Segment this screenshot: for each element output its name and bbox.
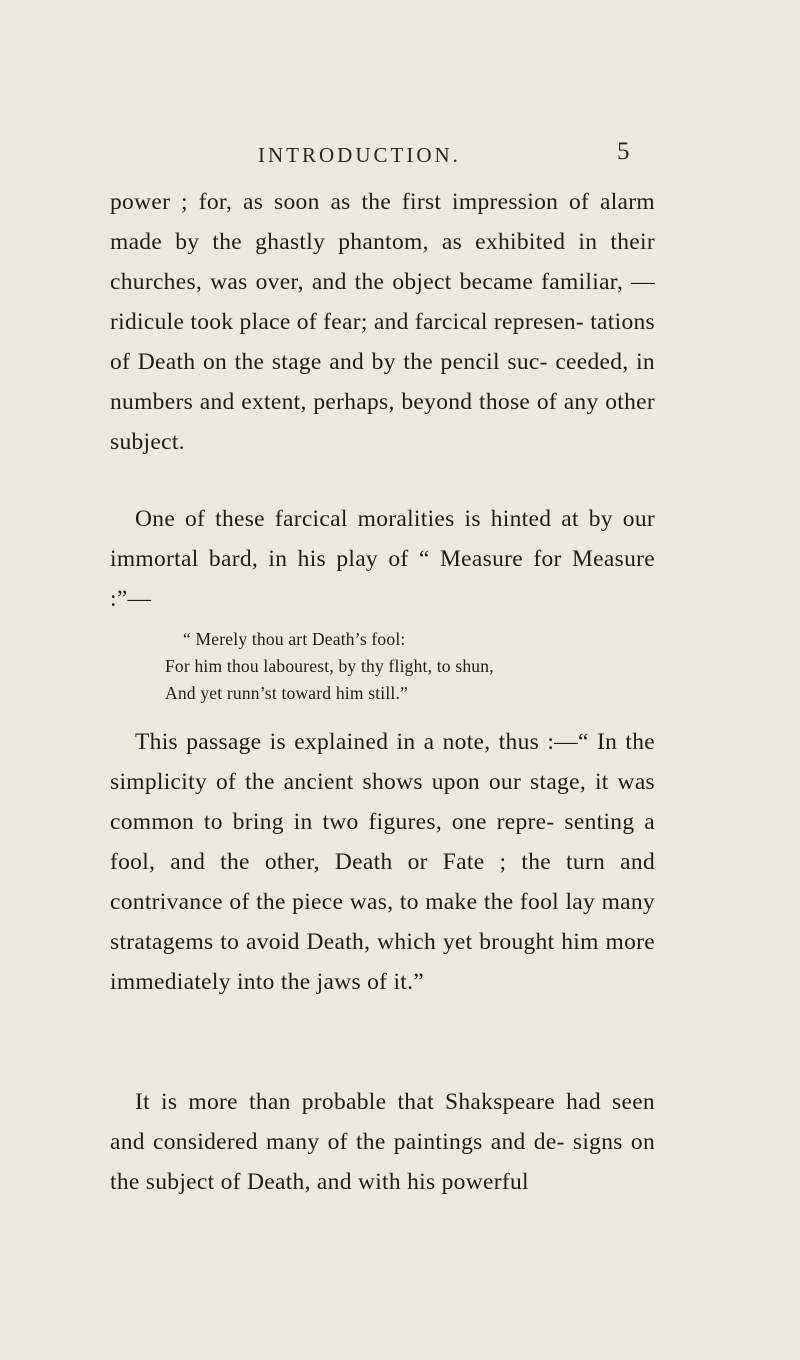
- quote-line: And yet runn’st toward him still.”: [165, 683, 409, 703]
- quote-line: “ Merely thou art Death’s fool:: [183, 629, 406, 649]
- running-head: INTRODUCTION.: [258, 143, 461, 167]
- page-number: 5: [617, 138, 630, 165]
- paragraph-measure-for-measure: One of these farcical moralities is hinted at by our immortal bard, in his play of “ Measure for Measure :”—: [110, 506, 655, 612]
- paragraph-note-explanation: This passage is explained in a note, thus :—“ In the simplicity of the ancient shows upon our stage, it was common to bring in two figures, one repre- senting a fool, and the other, Death or Fate ; the turn and contrivance of the piece was, to make the fool lay many stratagems to avoid Death, which yet brought him more immediately into the jaws of it.”: [110, 729, 655, 995]
- paragraph-shakspeare: It is more than probable that Shakspeare had seen and considered many of the paintings and de- signs on the subject of Death, and with his powerful: [110, 1089, 655, 1195]
- verse-quotation: [165, 626, 494, 707]
- paragraph-continuation: power ; for, as soon as the first impression of alarm made by the ghastly phantom, as exhibited in their churches, was over, and the object became familiar, —ridicule took place of fear; and farcical represen- tations of Death on the stage and by the pencil suc- ceeded, in numbers and extent, perhaps, beyond those of any other subject.: [110, 189, 655, 455]
- quote-line: For him thou labourest, by thy flight, to shun,: [165, 656, 494, 676]
